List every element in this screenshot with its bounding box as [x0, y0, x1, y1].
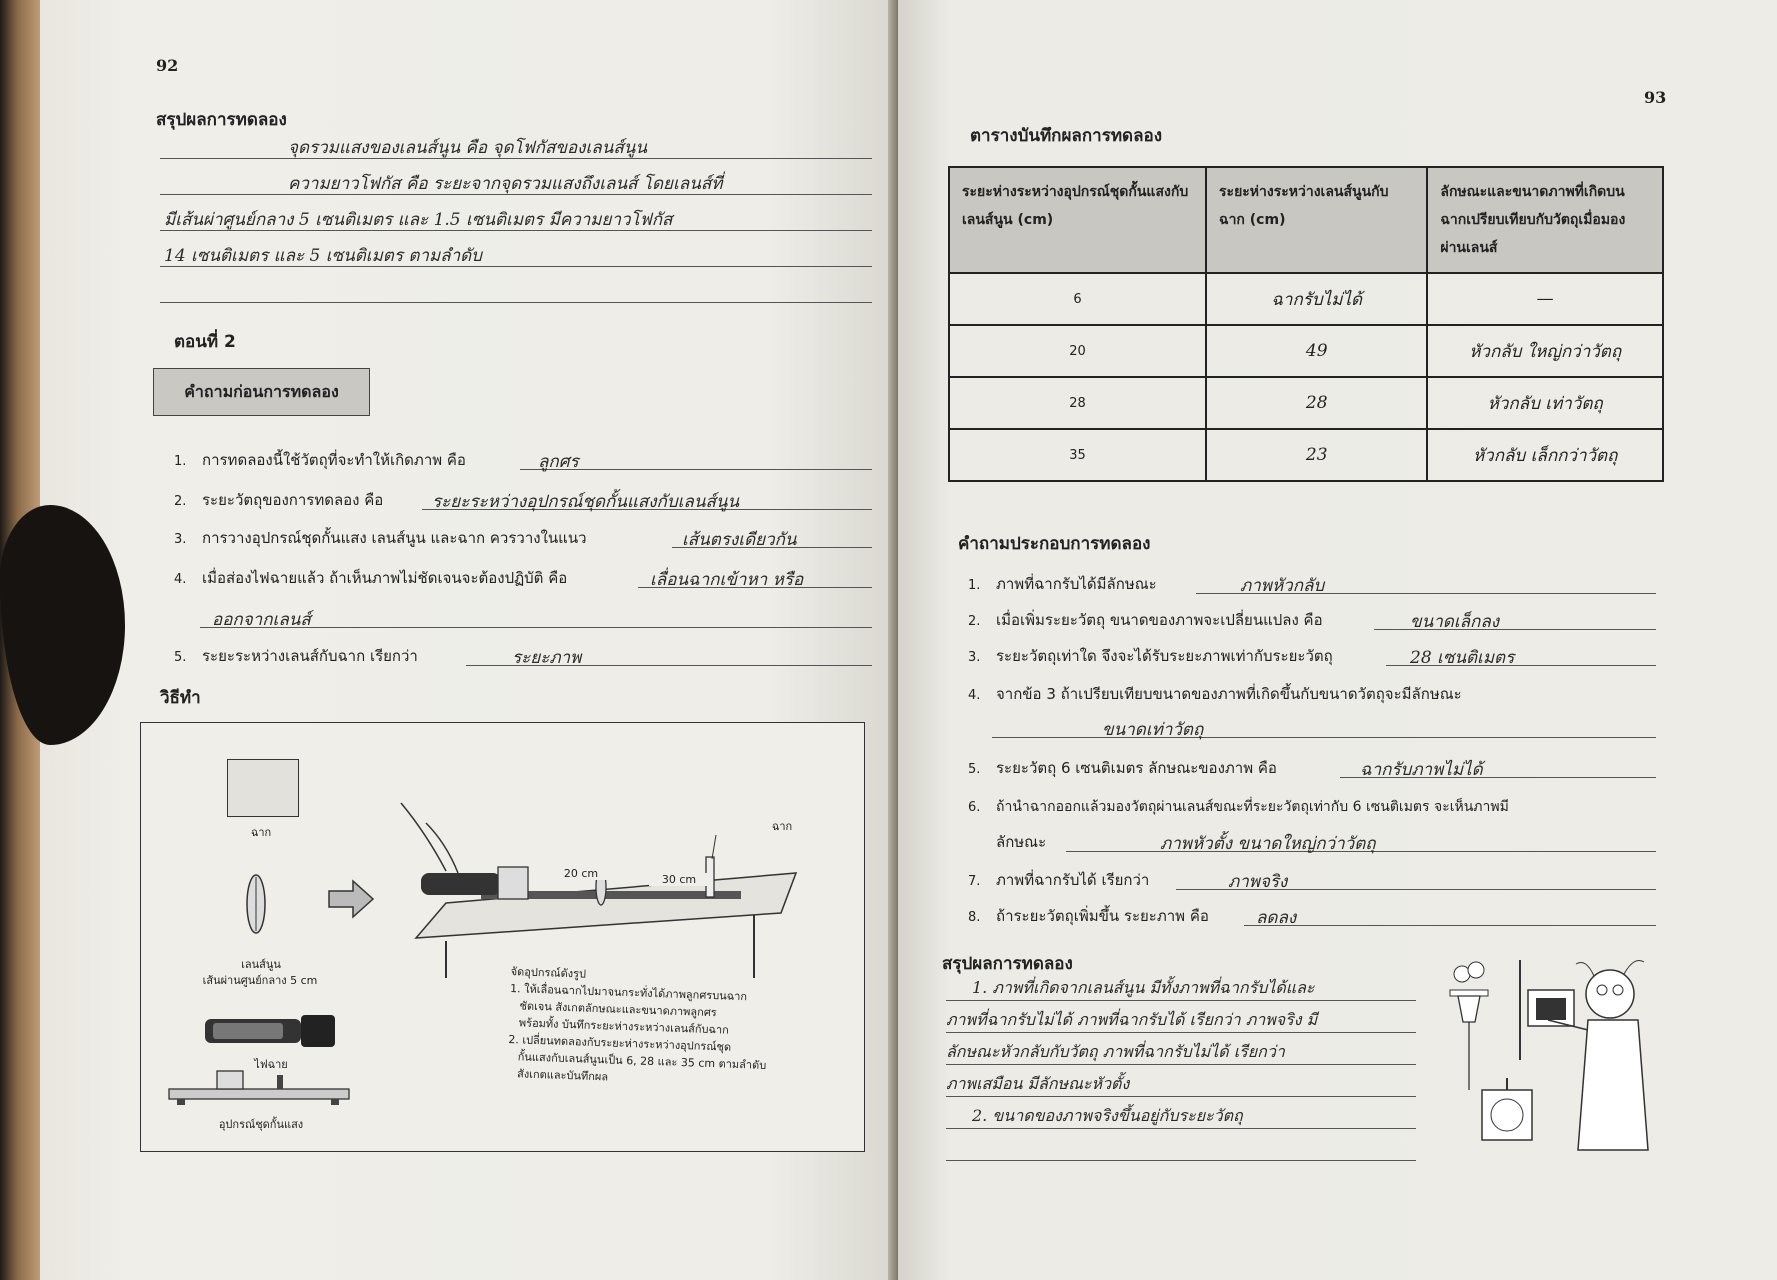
cartoon-illustration	[1448, 950, 1658, 1170]
conclusion-right-line-2: ภาพที่ฉากรับไม่ได้ ภาพที่ฉากรับได้ เรียกว่า ภาพจริง มี	[946, 1010, 1318, 1029]
distance-20cm: 20 cm	[551, 867, 611, 880]
conclusion-line-1: จุดรวมแสงของเลนส์นูน คือ จุดโฟกัสของเลนส์นูน	[288, 138, 647, 158]
pre-answer-4-cont: ออกจากเลนส์	[200, 606, 872, 628]
conclusion-right-line-4: ภาพเสมือน มีลักษณะหัวตั้ง	[946, 1074, 1130, 1093]
rule	[946, 1000, 1416, 1001]
pre-questions-box: คำถามก่อนการทดลอง	[153, 368, 370, 416]
rule	[160, 194, 872, 195]
part-label: ตอนที่ 2	[174, 332, 236, 352]
screen-label-right: ฉาก	[771, 820, 793, 833]
table-header-image-distance: ระยะห่างระหว่างเลนส์นูนกับฉาก (cm)	[1206, 167, 1427, 273]
post-question-1: 1. ภาพที่ฉากรับได้มีลักษณะ	[968, 575, 1157, 593]
post-question-2: 2. เมื่อเพิ่มระยะวัตถุ ขนาดของภาพจะเปลี่ยนแปลง คือ	[968, 611, 1323, 629]
table-cell: —	[1427, 273, 1663, 325]
table-heading: ตารางบันทึกผลการทดลอง	[970, 126, 1162, 146]
post-answer-5: ฉากรับภาพไม่ได้	[1340, 756, 1656, 778]
step-line: ชัดเจน สังเกตลักษณะและขนาดภาพลูกศร	[519, 999, 717, 1020]
table-cell: 35	[949, 429, 1206, 481]
lens-sub-label: เส้นผ่านศูนย์กลาง 5 cm	[202, 974, 318, 987]
rule	[946, 1096, 1416, 1097]
table-cell: 23	[1206, 429, 1427, 481]
post-answer-3: 28 เซนติเมตร	[1386, 644, 1656, 666]
table-row	[949, 325, 1663, 377]
pre-question-4: 4. เมื่อส่องไฟฉายแล้ว ถ้าเห็นภาพไม่ชัดเจนจะต้องปฏิบัติ คือ	[174, 569, 568, 587]
conclusion-right-line-1: 1. ภาพที่เกิดจากเลนส์นูน มีทั้งภาพที่ฉากรับได้และ	[972, 978, 1315, 997]
pre-answer-3: เส้นตรงเดียวกัน	[672, 526, 872, 548]
table-cell: 6	[949, 273, 1206, 325]
rule	[946, 1032, 1416, 1033]
pre-question-5: 5. ระยะระหว่างเลนส์กับฉาก เรียกว่า	[174, 647, 418, 665]
rule	[160, 266, 872, 267]
apparatus-figure	[140, 722, 865, 1152]
table-cell: หัวกลับ เล็กกว่าวัตถุ	[1427, 429, 1663, 481]
table-row	[949, 273, 1663, 325]
conclusion-heading-left: สรุปผลการทดลอง	[156, 110, 287, 130]
table-header-image-character: ลักษณะและขนาดภาพที่เกิดบนฉากเปรียบเทียบกับวัตถุเมื่อมองผ่านเลนส์	[1427, 167, 1663, 273]
conclusion-heading-right: สรุปผลการทดลอง	[942, 954, 1073, 974]
post-question-7: 7. ภาพที่ฉากรับได้ เรียกว่า	[968, 871, 1150, 889]
post-answer-1: ภาพหัวกลับ	[1196, 572, 1656, 594]
setup-drawing	[386, 763, 856, 983]
table-cell: ฉากรับไม่ได้	[1206, 273, 1427, 325]
flashlight-drawing	[201, 1009, 341, 1053]
pre-question-2: 2. ระยะวัตถุของการทดลอง คือ	[174, 491, 384, 509]
post-answer-6: ภาพหัวตั้ง ขนาดใหญ่กว่าวัตถุ	[1066, 830, 1656, 852]
step-line: พร้อมทั้ง บันทึกระยะห่างระหว่างเลนส์กับฉาก	[518, 1016, 730, 1037]
post-question-3: 3. ระยะวัตถุเท่าใด จึงจะได้รับระยะภาพเท่ากับระยะวัตถุ	[968, 647, 1333, 665]
rule	[946, 1064, 1416, 1065]
post-question-5: 5. ระยะวัตถุ 6 เซนติเมตร ลักษณะของภาพ คือ	[968, 759, 1277, 777]
page-number-right: 93	[1644, 88, 1667, 107]
pre-question-1: 1. การทดลองนี้ใช้วัตถุที่จะทำให้เกิดภาพ คือ	[174, 451, 466, 469]
step-line: 2. เปลี่ยนทดลองกับระยะห่างระหว่างอุปกรณ์ชุด	[508, 1032, 732, 1054]
post-question-4: 4. จากข้อ 3 ถ้าเปรียบเทียบขนาดของภาพที่เกิดขึ้นกับขนาดวัตถุจะมีลักษณะ	[968, 685, 1462, 703]
post-questions-heading: คำถามประกอบการทดลอง	[958, 534, 1151, 554]
table-header-object-distance: ระยะห่างระหว่างอุปกรณ์ชุดกั้นแสงกับเลนส์นูน (cm)	[949, 167, 1206, 273]
step-line: กั้นแสงกับเลนส์นูนเป็น 6, 28 และ 35 cm ตามลำดับ	[517, 1050, 767, 1072]
screen-drawing	[227, 759, 299, 817]
rule	[160, 230, 872, 231]
setup-instructions	[507, 963, 770, 1091]
table-cell: 28	[949, 377, 1206, 429]
pre-answer-2: ระยะระหว่างอุปกรณ์ชุดกั้นแสงกับเลนส์นูน	[422, 488, 872, 510]
method-heading: วิธีทำ	[160, 688, 201, 708]
post-answer-2: ขนาดเล็กลง	[1374, 608, 1656, 630]
rule	[946, 1128, 1416, 1129]
conclusion-line-2: ความยาวโฟกัส คือ ระยะจากจุดรวมแสงถึงเลนส์ โดยเลนส์ที่	[288, 174, 723, 194]
pre-answer-5: ระยะภาพ	[466, 644, 872, 666]
rule	[946, 1160, 1416, 1161]
post-question-6-cont: ลักษณะ	[996, 833, 1047, 851]
pre-answer-4: เลื่อนฉากเข้าหา หรือ	[638, 566, 872, 588]
step-line: สังเกตและบันทึกผล	[516, 1067, 609, 1084]
post-answer-7: ภาพจริง	[1176, 868, 1656, 890]
table-cell: 49	[1206, 325, 1427, 377]
conclusion-right-line-3: ลักษณะหัวกลับกับวัตถุ ภาพที่ฉากรับไม่ได้ เรียกว่า	[946, 1042, 1285, 1061]
table-row	[949, 377, 1663, 429]
screen-label: ฉาก	[250, 826, 272, 839]
table-cell: 28	[1206, 377, 1427, 429]
setup-title: จัดอุปกรณ์ดังรูป	[510, 964, 587, 981]
lens-drawing	[241, 873, 271, 935]
conclusion-line-4: 14 เซนติเมตร และ 5 เซนติเมตร ตามลำดับ	[164, 246, 482, 266]
rule	[160, 158, 872, 159]
rule	[160, 302, 872, 303]
step-line: 1. ให้เลื่อนฉากไปมาจนกระทั่งได้ภาพลูกศรบนฉาก	[509, 981, 748, 1004]
flashlight-label: ไฟฉาย	[254, 1058, 288, 1071]
post-question-8: 8. ถ้าระยะวัตถุเพิ่มขึ้น ระยะภาพ คือ	[968, 907, 1209, 925]
blocker-label: อุปกรณ์ชุดกั้นแสง	[218, 1118, 304, 1131]
blocker-drawing	[167, 1067, 357, 1107]
post-answer-8: ลดลง	[1244, 904, 1656, 926]
post-question-6: 6. ถ้านำฉากออกแล้วมองวัตถุผ่านเลนส์ขณะที่ระยะวัตถุเท่ากับ 6 เซนติเมตร จะเห็นภาพมี	[968, 799, 1509, 815]
distance-30cm: 30 cm	[649, 873, 709, 886]
results-table	[948, 166, 1664, 482]
table-cell: หัวกลับ ใหญ่กว่าวัตถุ	[1427, 325, 1663, 377]
arrow-icon	[327, 879, 377, 919]
page-number-left: 92	[156, 56, 179, 75]
table-row	[949, 429, 1663, 481]
pre-answer-1: ลูกศร	[520, 448, 872, 470]
post-answer-4: ขนาดเท่าวัตถุ	[992, 716, 1656, 738]
table-cell: หัวกลับ เท่าวัตถุ	[1427, 377, 1663, 429]
table-cell: 20	[949, 325, 1206, 377]
pre-question-3: 3. การวางอุปกรณ์ชุดกั้นแสง เลนส์นูน และฉาก ควรวางในแนว	[174, 529, 587, 547]
conclusion-line-3: มีเส้นผ่าศูนย์กลาง 5 เซนติเมตร และ 1.5 เซนติเมตร มีความยาวโฟกัส	[164, 210, 673, 230]
conclusion-right-line-5: 2. ขนาดของภาพจริงขึ้นอยู่กับระยะวัตถุ	[972, 1106, 1243, 1125]
lens-label: เลนส์นูน	[241, 958, 281, 971]
